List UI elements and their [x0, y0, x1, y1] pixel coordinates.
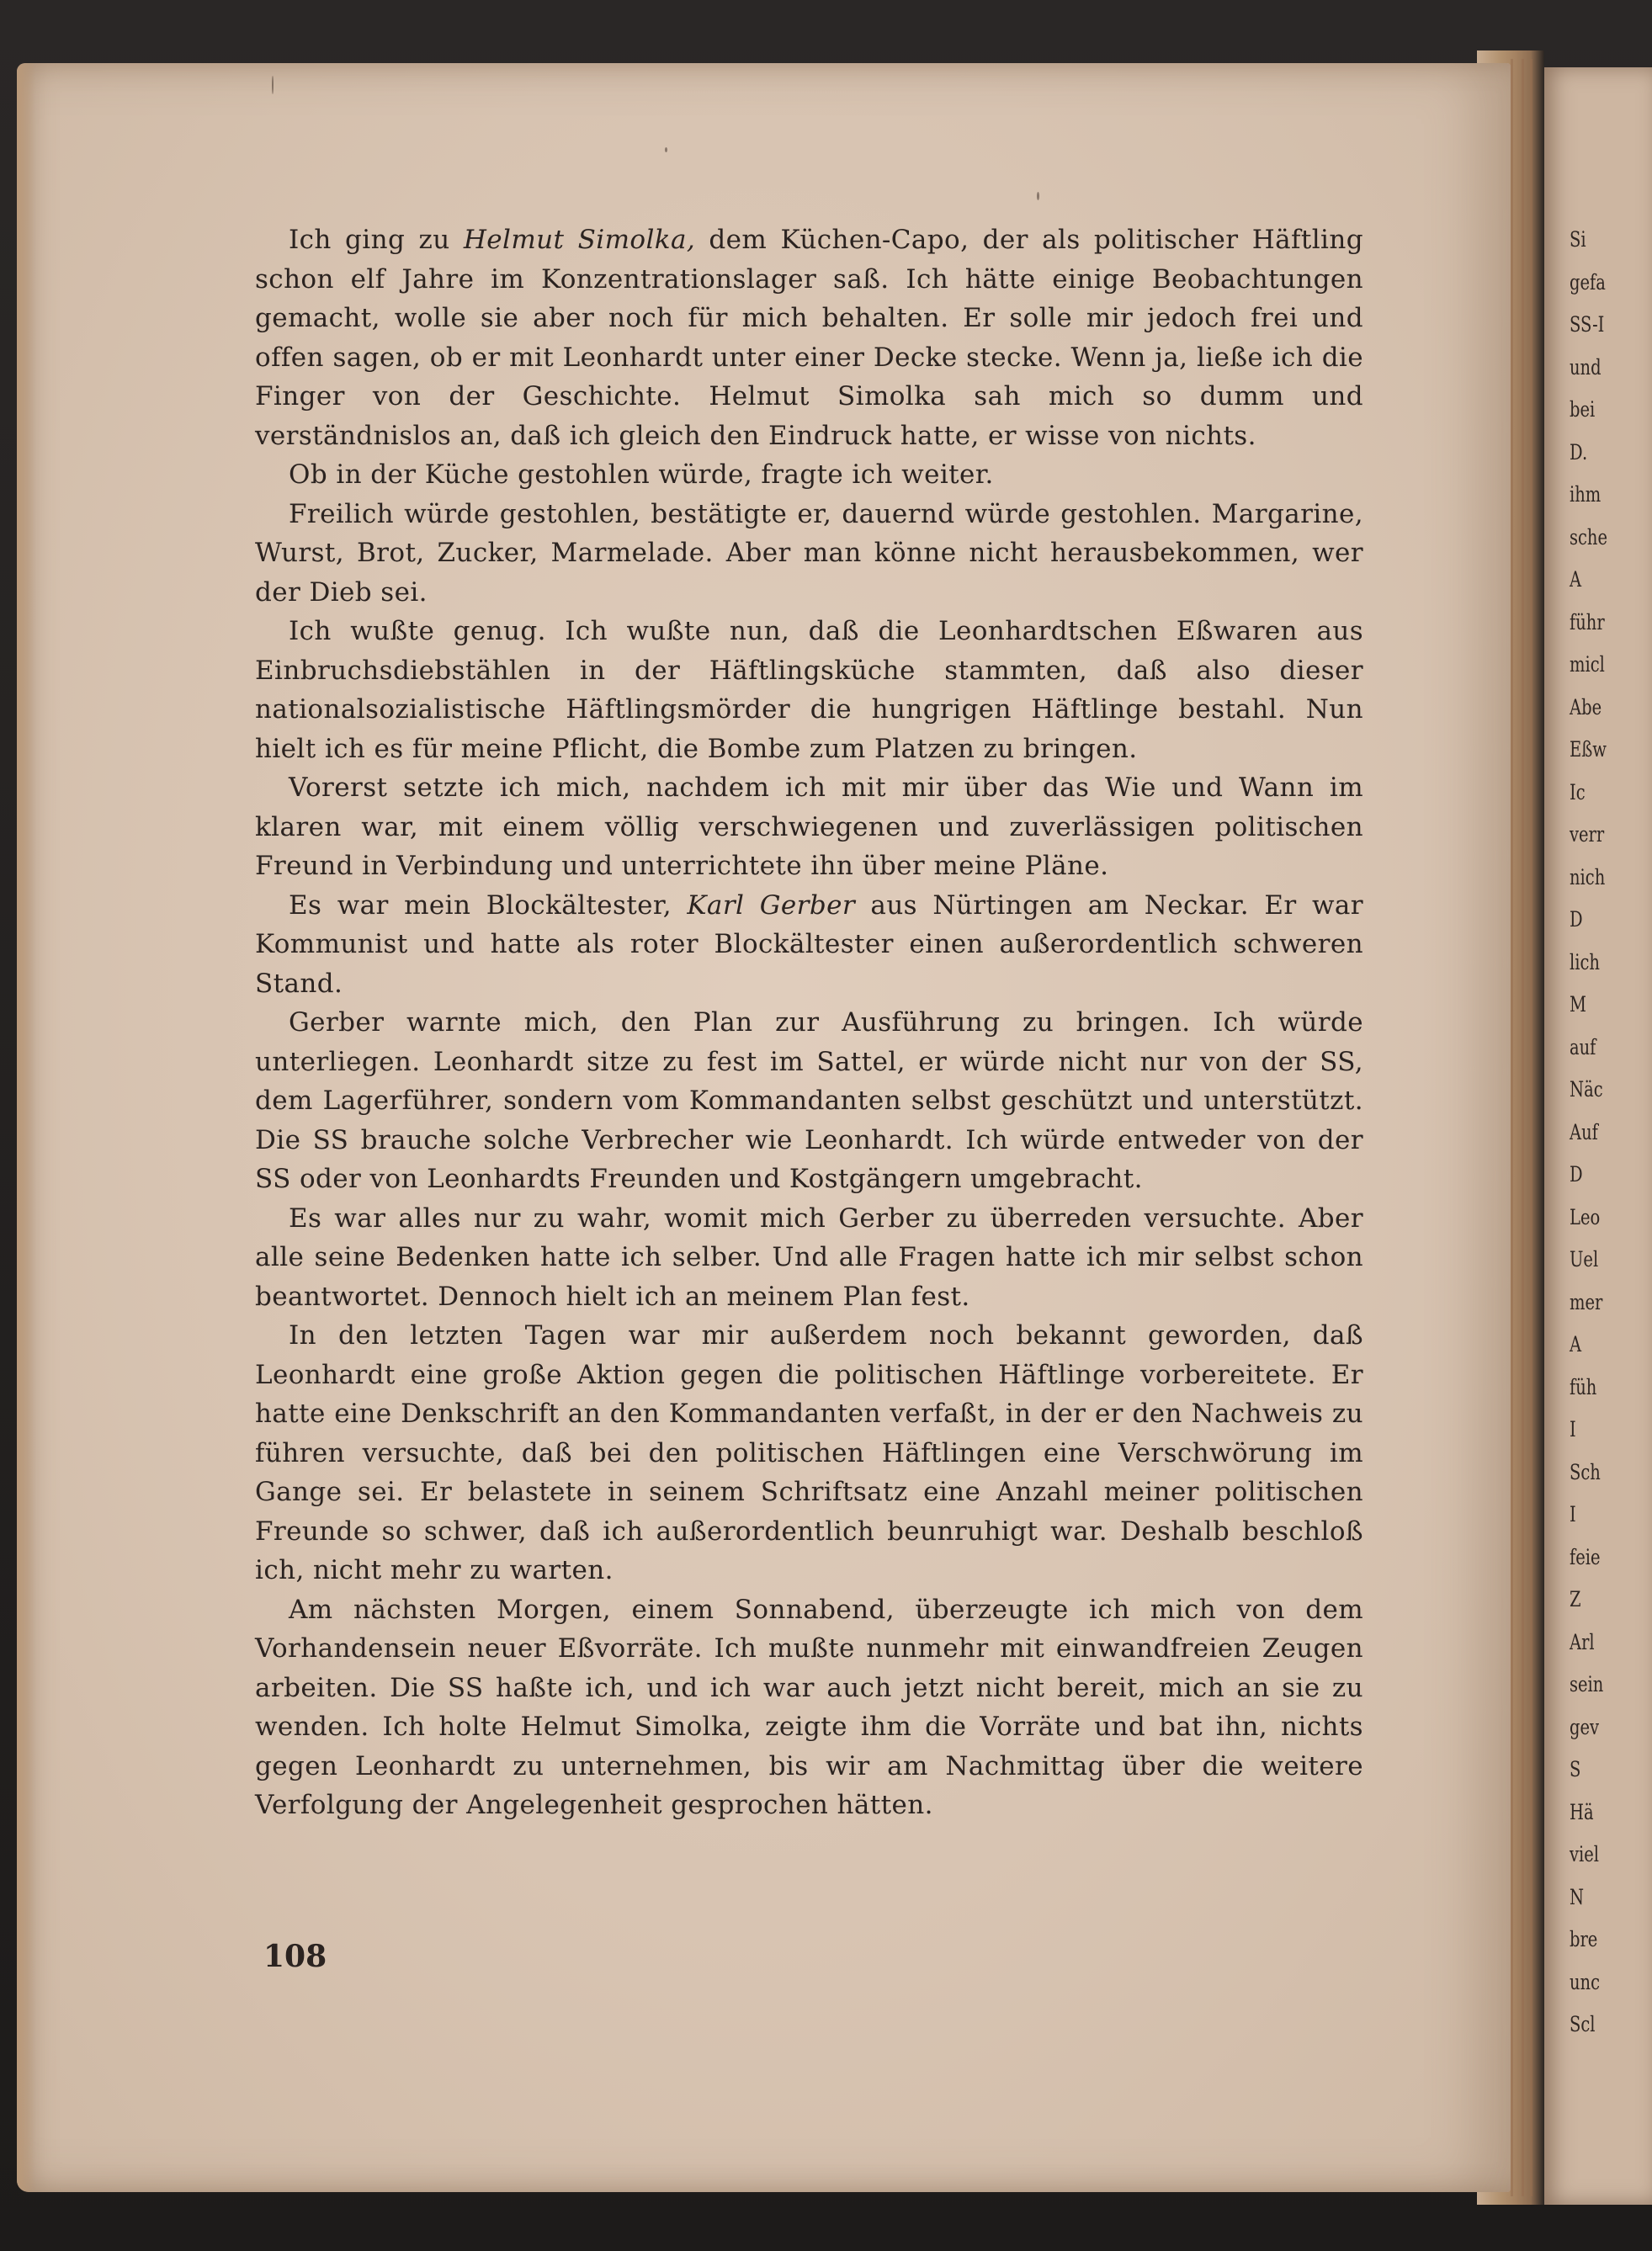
paragraph-3: Freilich würde gestohlen, bestätigte er, dauernd würde gestohlen. Margarine, Wurst, Brot, Zucker, Marmelade. Aber man könne nicht herausbekommen, wer der Dieb sei.: [255, 498, 1363, 608]
next-page-fragment: Eßw: [1570, 737, 1607, 762]
next-page-fragment: auf: [1570, 1034, 1596, 1059]
next-page-fragment: gefa: [1570, 269, 1606, 295]
paragraph-text: Es war mein Blockältester,: [289, 889, 688, 921]
paragraph-5: Vorerst setzte ich mich, nachdem ich mit mir über das Wie und Wann im klaren war, mit einem völlig verschwiegenen und zuverlässigen politischen Freund in Verbindung und unterrichtete ihn über meine Pläne.: [255, 772, 1363, 881]
next-page-fragment: Näc: [1570, 1077, 1603, 1102]
next-page-fragment: feie: [1570, 1544, 1601, 1569]
next-page-fragment: unc: [1570, 1969, 1601, 1994]
gutter-line: [1530, 59, 1532, 2196]
person-name-italic: Karl Gerber: [687, 889, 856, 921]
next-page-fragment: Leo: [1570, 1204, 1601, 1229]
next-page-fragment: S: [1570, 1757, 1581, 1781]
next-page-fragment: führ: [1570, 609, 1605, 634]
paper-speck: [272, 76, 274, 94]
paper-speck: [1037, 192, 1039, 200]
next-page-fragment: A: [1570, 1332, 1582, 1356]
next-page-fragment: M: [1570, 992, 1586, 1017]
page-number: 108: [263, 1939, 327, 1974]
gutter-line: [1522, 59, 1524, 2196]
next-page-fragment: Abe: [1570, 694, 1602, 719]
next-page-fragment: Scl: [1570, 2012, 1596, 2036]
next-page-fragment: D: [1570, 1162, 1583, 1187]
next-page-fragment: I: [1570, 1417, 1576, 1441]
page-left-edge: [17, 63, 35, 2192]
next-page-fragment: D.: [1570, 439, 1588, 465]
next-page-fragment: nich: [1570, 864, 1606, 889]
next-page-fragment: D: [1570, 907, 1583, 932]
next-page-fragment: sein: [1570, 1672, 1604, 1696]
next-page-fragment: Arl: [1570, 1629, 1595, 1654]
paragraph-2: Ob in der Küche gestohlen würde, fragte ich weiter.: [289, 459, 994, 490]
next-page-edge: [1544, 67, 1652, 2205]
next-page-fragment: Z: [1570, 1587, 1581, 1611]
next-page-fragment: Sch: [1570, 1459, 1601, 1484]
paragraph-text: Ich ging zu: [289, 225, 464, 255]
next-page-fragment: A: [1570, 567, 1582, 592]
paragraph-8: Es war alles nur zu wahr, womit mich Gerber zu überreden versuchte. Aber alle seine Bedenken hatte ich selber. Und alle Fragen hatte ich mir selbst schon beantwortet. Dennoch hielt ich an meinem Plan fest.: [255, 1202, 1363, 1312]
page-body-text: [255, 220, 1363, 1825]
paragraph-9: In den letzten Tagen war mir außerdem noch bekannt geworden, daß Leonhardt eine große Aktion gegen die politischen Häftlinge vorbereitete. Er hatte eine Denkschrift an den Kommandanten verfaßt, in der er den Nachweis zu führen versuchte, daß bei den politischen Häftlingen eine Verschwörung im Gange sei. Er belastete in seinem Schriftsatz eine Anzahl meiner politischen Freunde so schwer, daß ich außerordentlich beunruhigt war. Deshalb beschloß ich, nicht mehr zu warten.: [255, 1320, 1363, 1585]
next-page-fragment: micl: [1570, 652, 1605, 677]
next-page-fragment: verr: [1570, 822, 1605, 847]
next-page-fragment: ihm: [1570, 482, 1602, 507]
paper-speck: [665, 147, 667, 152]
next-page-fragment: lich: [1570, 949, 1600, 974]
next-page-fragment: SS-I: [1570, 312, 1605, 337]
person-name-italic: Helmut Simolka,: [463, 225, 696, 255]
next-page-fragment: füh: [1570, 1374, 1597, 1399]
next-page-fragment: Uel: [1570, 1247, 1599, 1271]
paragraph-6: [255, 886, 1363, 1004]
next-page-fragment: gev: [1570, 1714, 1600, 1739]
next-page-fragment: Auf: [1570, 1119, 1598, 1144]
next-page-fragment: und: [1570, 354, 1602, 380]
next-page-fragment: I: [1570, 1502, 1576, 1526]
next-page-fragment: viel: [1570, 1842, 1600, 1866]
next-page-fragment: N: [1570, 1884, 1585, 1909]
next-page-fragment: bre: [1570, 1927, 1598, 1951]
next-page-fragment: Hä: [1570, 1799, 1594, 1824]
next-page-fragment: bei: [1570, 397, 1596, 422]
next-page-fragment: mer: [1570, 1289, 1603, 1314]
paragraph-10: Am nächsten Morgen, einem Sonnabend, überzeugte ich mich von dem Vorhandensein neuer Eßvorräte. Ich mußte nunmehr mit einwandfreien Zeugen arbeiten. Die SS haßte ich, und ich war auch jetzt nicht bereit, mich an sie zu wenden. Ich holte Helmut Simolka, zeigte ihm die Vorräte und bat ihn, nichts gegen Leonhardt zu unternehmen, bis wir am Nachmittag über die weitere Verfolgung der Angelegenheit gesprochen hätten.: [255, 1594, 1363, 1820]
next-page-fragment: sche: [1570, 524, 1608, 549]
paragraph-text: aus Nürtingen am Neckar. Er war Kommunist und hatte als roter Blockältester einen außerordentlich schweren Stand.: [255, 889, 1363, 999]
paragraph-1: [255, 220, 1363, 455]
paragraph-7: Gerber warnte mich, den Plan zur Ausführung zu bringen. Ich würde unterliegen. Leonhardt sitze zu fest im Sattel, er würde nicht nur von der SS, dem Lagerführer, sondern vom Kommandanten selbst geschützt und unterstützt. Die SS brauche solche Verbrecher wie Leonhardt. Ich würde entweder von der SS oder von Leonhardts Freunden und Kostgängern umgebracht.: [255, 1007, 1363, 1194]
paragraph-text: dem Küchen-Capo, der als politischer Häftling schon elf Jahre im Konzentrationslager saß. Ich hätte einige Beobachtungen gemacht, wolle sie aber noch für mich behalten. Er solle mir jedoch frei und offen sagen, ob er mit Leonhardt unter einer Decke stecke. Wenn ja, ließe ich die Finger von der Geschichte. Helmut Simolka sah mich so dumm und verständnislos an, daß ich gleich den Eindruck hatte, er wisse von nichts.: [255, 225, 1363, 451]
gutter-line: [1511, 59, 1513, 2196]
next-page-fragment: Si: [1570, 227, 1586, 252]
next-page-fragment: Ic: [1570, 779, 1586, 804]
paragraph-4: Ich wußte genug. Ich wußte nun, daß die Leonhardtschen Eßwaren aus Einbruchsdiebstählen in der Häftlingsküche stammten, daß also dieser nationalsozialistische Häftlingsmörder die hungrigen Häftlinge bestahl. Nun hielt ich es für meine Pflicht, die Bombe zum Platzen zu bringen.: [255, 616, 1363, 764]
